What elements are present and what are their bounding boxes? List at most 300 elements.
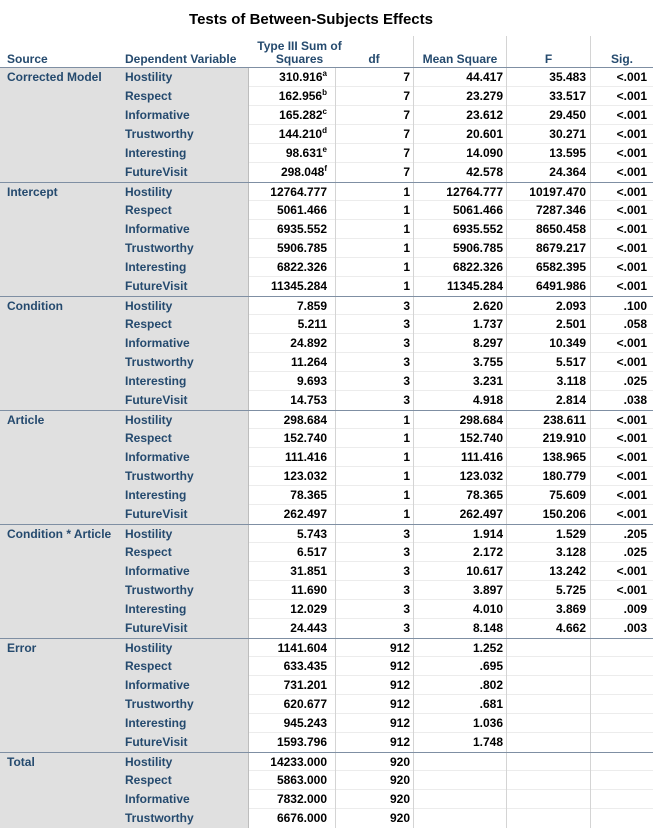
sum-of-squares-cell bbox=[249, 68, 335, 87]
df-cell: 1 bbox=[335, 505, 413, 524]
sum-of-squares-cell bbox=[249, 695, 335, 714]
sig-cell: <.001 bbox=[590, 411, 653, 430]
f-cell: 3.869 bbox=[506, 600, 590, 619]
sum-of-squares-value: 7832.000 bbox=[276, 792, 327, 806]
dependent-variable-cell: Hostility bbox=[121, 68, 249, 87]
sig-cell: <.001 bbox=[590, 581, 653, 600]
source-cell bbox=[0, 315, 121, 334]
sum-of-squares-value: 945.243 bbox=[283, 716, 327, 730]
sum-of-squares-cell bbox=[249, 753, 335, 772]
sig-cell: .038 bbox=[590, 391, 653, 410]
header-mean-square: Mean Square bbox=[413, 36, 506, 68]
mean-square-cell: 8.148 bbox=[413, 619, 506, 638]
sum-of-squares-value: 731.201 bbox=[283, 678, 327, 692]
sig-cell: <.001 bbox=[590, 144, 653, 163]
header-ss-line2: Squares bbox=[275, 52, 324, 66]
f-cell: 29.450 bbox=[506, 106, 590, 125]
df-cell: 3 bbox=[335, 297, 413, 316]
source-cell bbox=[0, 106, 121, 125]
sig-cell bbox=[590, 771, 653, 790]
sig-cell bbox=[590, 695, 653, 714]
table-row bbox=[0, 771, 653, 790]
table-row bbox=[0, 258, 653, 277]
sum-of-squares-cell bbox=[249, 106, 335, 125]
df-cell: 920 bbox=[335, 809, 413, 828]
source-cell bbox=[0, 790, 121, 809]
source-cell bbox=[0, 125, 121, 144]
df-cell: 920 bbox=[335, 753, 413, 772]
table-row bbox=[0, 619, 653, 638]
mean-square-cell: 111.416 bbox=[413, 448, 506, 467]
mean-square-cell: 23.279 bbox=[413, 87, 506, 106]
sum-of-squares-cell bbox=[249, 525, 335, 544]
mean-square-cell bbox=[413, 809, 506, 828]
dependent-variable-cell: Respect bbox=[121, 201, 249, 220]
sig-cell: .058 bbox=[590, 315, 653, 334]
df-cell: 3 bbox=[335, 525, 413, 544]
dependent-variable-cell: Hostility bbox=[121, 411, 249, 430]
df-cell: 3 bbox=[335, 600, 413, 619]
mean-square-cell: 14.090 bbox=[413, 144, 506, 163]
f-cell: 180.779 bbox=[506, 467, 590, 486]
sum-of-squares-value: 298.048 bbox=[280, 165, 325, 179]
sum-of-squares-value: 12764.777 bbox=[270, 185, 327, 199]
sum-of-squares-value: 298.684 bbox=[283, 413, 327, 427]
df-cell: 3 bbox=[335, 372, 413, 391]
table-row bbox=[0, 429, 653, 448]
table-row bbox=[0, 809, 653, 828]
sig-cell: <.001 bbox=[590, 429, 653, 448]
sum-of-squares-cell bbox=[249, 201, 335, 220]
sig-cell: <.001 bbox=[590, 106, 653, 125]
sig-cell: .100 bbox=[590, 297, 653, 316]
dependent-variable-cell: Informative bbox=[121, 448, 249, 467]
table-row bbox=[0, 581, 653, 600]
sum-of-squares-cell bbox=[249, 448, 335, 467]
sum-of-squares-value: 7.859 bbox=[296, 299, 327, 313]
table-row bbox=[0, 144, 653, 163]
f-cell: 3.128 bbox=[506, 543, 590, 562]
source-cell bbox=[0, 239, 121, 258]
sig-cell: <.001 bbox=[590, 486, 653, 505]
df-cell: 7 bbox=[335, 106, 413, 125]
df-cell: 3 bbox=[335, 391, 413, 410]
df-cell: 7 bbox=[335, 144, 413, 163]
mean-square-cell bbox=[413, 790, 506, 809]
dependent-variable-cell: Respect bbox=[121, 315, 249, 334]
sum-of-squares-cell bbox=[249, 714, 335, 733]
source-cell bbox=[0, 353, 121, 372]
sum-of-squares-value: 9.693 bbox=[296, 374, 327, 388]
sum-of-squares-cell bbox=[249, 372, 335, 391]
sum-of-squares-cell bbox=[249, 771, 335, 790]
dependent-variable-cell: Respect bbox=[121, 87, 249, 106]
dependent-variable-cell: FutureVisit bbox=[121, 163, 249, 182]
table-row bbox=[0, 657, 653, 676]
source-cell bbox=[0, 144, 121, 163]
source-cell bbox=[0, 695, 121, 714]
effects-table bbox=[0, 68, 653, 828]
sig-cell bbox=[590, 639, 653, 658]
table-row bbox=[0, 125, 653, 144]
table-row bbox=[0, 353, 653, 372]
source-cell bbox=[0, 448, 121, 467]
f-cell: 2.501 bbox=[506, 315, 590, 334]
df-cell: 1 bbox=[335, 239, 413, 258]
mean-square-cell: .802 bbox=[413, 676, 506, 695]
f-cell bbox=[506, 790, 590, 809]
source-cell bbox=[0, 429, 121, 448]
mean-square-cell: 20.601 bbox=[413, 125, 506, 144]
table-row bbox=[0, 106, 653, 125]
mean-square-cell bbox=[413, 771, 506, 790]
table-row bbox=[0, 638, 653, 657]
sum-of-squares-cell bbox=[249, 391, 335, 410]
table-row bbox=[0, 239, 653, 258]
sum-of-squares-value: 1593.796 bbox=[276, 735, 327, 749]
header-f: F bbox=[506, 36, 590, 68]
source-cell bbox=[0, 486, 121, 505]
mean-square-cell: 3.755 bbox=[413, 353, 506, 372]
df-cell: 7 bbox=[335, 87, 413, 106]
sum-of-squares-cell bbox=[249, 809, 335, 828]
df-cell: 1 bbox=[335, 201, 413, 220]
f-cell: 35.483 bbox=[506, 68, 590, 87]
sum-of-squares-value: 12.029 bbox=[290, 602, 327, 616]
sum-of-squares-value: 78.365 bbox=[290, 488, 327, 502]
f-cell: 8679.217 bbox=[506, 239, 590, 258]
dependent-variable-cell: FutureVisit bbox=[121, 619, 249, 638]
source-cell bbox=[0, 657, 121, 676]
mean-square-cell: 1.737 bbox=[413, 315, 506, 334]
source-cell bbox=[0, 733, 121, 752]
df-cell: 912 bbox=[335, 657, 413, 676]
sum-of-squares-value: 6676.000 bbox=[276, 811, 327, 825]
mean-square-cell: .681 bbox=[413, 695, 506, 714]
df-cell: 3 bbox=[335, 581, 413, 600]
source-cell: Condition * Article bbox=[0, 525, 121, 544]
sum-of-squares-cell bbox=[249, 125, 335, 144]
mean-square-cell: 262.497 bbox=[413, 505, 506, 524]
f-cell: 5.725 bbox=[506, 581, 590, 600]
dependent-variable-cell: Informative bbox=[121, 220, 249, 239]
sig-cell: <.001 bbox=[590, 277, 653, 296]
f-cell: 75.609 bbox=[506, 486, 590, 505]
dependent-variable-cell: FutureVisit bbox=[121, 391, 249, 410]
sum-of-squares-cell bbox=[249, 639, 335, 658]
sum-of-squares-value: 5061.466 bbox=[276, 203, 327, 217]
f-cell: 10197.470 bbox=[506, 183, 590, 202]
f-cell: 33.517 bbox=[506, 87, 590, 106]
header-df: df bbox=[368, 52, 380, 66]
sum-of-squares-cell bbox=[249, 277, 335, 296]
dependent-variable-cell: Informative bbox=[121, 790, 249, 809]
sig-cell: <.001 bbox=[590, 125, 653, 144]
dependent-variable-cell: Hostility bbox=[121, 297, 249, 316]
dependent-variable-cell: Interesting bbox=[121, 486, 249, 505]
sig-cell bbox=[590, 753, 653, 772]
mean-square-cell: 1.252 bbox=[413, 639, 506, 658]
table-row bbox=[0, 467, 653, 486]
sum-of-squares-value: 5863.000 bbox=[276, 773, 327, 787]
sum-of-squares-value: 262.497 bbox=[283, 507, 327, 521]
sum-of-squares-cell bbox=[249, 505, 335, 524]
f-cell: 6582.395 bbox=[506, 258, 590, 277]
source-cell bbox=[0, 163, 121, 182]
sig-cell: <.001 bbox=[590, 68, 653, 87]
sig-cell bbox=[590, 733, 653, 752]
sum-of-squares-cell bbox=[249, 87, 335, 106]
sum-of-squares-value: 633.435 bbox=[283, 659, 327, 673]
mean-square-cell: .695 bbox=[413, 657, 506, 676]
f-cell: 8650.458 bbox=[506, 220, 590, 239]
sum-of-squares-cell bbox=[249, 144, 335, 163]
footnote-marker: c bbox=[322, 107, 327, 116]
dependent-variable-cell: Trustworthy bbox=[121, 239, 249, 258]
source-cell bbox=[0, 372, 121, 391]
source-cell bbox=[0, 505, 121, 524]
df-cell: 920 bbox=[335, 790, 413, 809]
dependent-variable-cell: Trustworthy bbox=[121, 695, 249, 714]
footnote-marker: d bbox=[322, 126, 327, 135]
table-row bbox=[0, 220, 653, 239]
header-source: Source bbox=[7, 52, 48, 66]
table-row bbox=[0, 163, 653, 182]
table-row bbox=[0, 277, 653, 296]
source-cell bbox=[0, 600, 121, 619]
source-cell: Error bbox=[0, 639, 121, 658]
table-row bbox=[0, 448, 653, 467]
sum-of-squares-cell bbox=[249, 676, 335, 695]
dependent-variable-cell: Informative bbox=[121, 562, 249, 581]
f-cell bbox=[506, 771, 590, 790]
sum-of-squares-cell bbox=[249, 334, 335, 353]
df-cell: 912 bbox=[335, 639, 413, 658]
source-cell bbox=[0, 562, 121, 581]
df-cell: 912 bbox=[335, 733, 413, 752]
sig-cell bbox=[590, 714, 653, 733]
f-cell: 2.093 bbox=[506, 297, 590, 316]
source-cell: Corrected Model bbox=[0, 68, 121, 87]
sum-of-squares-value: 6935.552 bbox=[276, 222, 327, 236]
dependent-variable-cell: Interesting bbox=[121, 258, 249, 277]
dependent-variable-cell: Hostility bbox=[121, 639, 249, 658]
sum-of-squares-value: 5906.785 bbox=[276, 241, 327, 255]
f-cell bbox=[506, 753, 590, 772]
df-cell: 3 bbox=[335, 334, 413, 353]
source-cell: Article bbox=[0, 411, 121, 430]
dependent-variable-cell: Interesting bbox=[121, 144, 249, 163]
sum-of-squares-value: 14.753 bbox=[290, 393, 327, 407]
dependent-variable-cell: FutureVisit bbox=[121, 505, 249, 524]
source-cell bbox=[0, 87, 121, 106]
footnote-marker: f bbox=[324, 164, 327, 173]
source-cell bbox=[0, 581, 121, 600]
source-cell bbox=[0, 676, 121, 695]
sum-of-squares-cell bbox=[249, 562, 335, 581]
dependent-variable-cell: Respect bbox=[121, 657, 249, 676]
sum-of-squares-cell bbox=[249, 733, 335, 752]
sum-of-squares-value: 11.690 bbox=[290, 583, 327, 597]
sum-of-squares-cell bbox=[249, 258, 335, 277]
df-cell: 3 bbox=[335, 543, 413, 562]
mean-square-cell bbox=[413, 753, 506, 772]
sum-of-squares-cell bbox=[249, 467, 335, 486]
sig-cell: <.001 bbox=[590, 183, 653, 202]
mean-square-cell: 11345.284 bbox=[413, 277, 506, 296]
df-cell: 7 bbox=[335, 125, 413, 144]
source-cell: Total bbox=[0, 753, 121, 772]
dependent-variable-cell: Hostility bbox=[121, 183, 249, 202]
source-cell bbox=[0, 467, 121, 486]
dependent-variable-cell: Interesting bbox=[121, 714, 249, 733]
footnote-marker: b bbox=[322, 88, 327, 97]
df-cell: 1 bbox=[335, 277, 413, 296]
mean-square-cell: 3.231 bbox=[413, 372, 506, 391]
dependent-variable-cell: Informative bbox=[121, 334, 249, 353]
f-cell bbox=[506, 695, 590, 714]
f-cell: 30.271 bbox=[506, 125, 590, 144]
f-cell: 10.349 bbox=[506, 334, 590, 353]
mean-square-cell: 6822.326 bbox=[413, 258, 506, 277]
table-row bbox=[0, 201, 653, 220]
mean-square-cell: 152.740 bbox=[413, 429, 506, 448]
mean-square-cell: 42.578 bbox=[413, 163, 506, 182]
sig-cell bbox=[590, 676, 653, 695]
header-sig: Sig. bbox=[590, 36, 653, 68]
sig-cell: <.001 bbox=[590, 334, 653, 353]
source-cell bbox=[0, 201, 121, 220]
sum-of-squares-value: 144.210 bbox=[278, 127, 323, 141]
df-cell: 1 bbox=[335, 448, 413, 467]
source-cell bbox=[0, 619, 121, 638]
table-row bbox=[0, 68, 653, 87]
source-cell bbox=[0, 258, 121, 277]
table-row bbox=[0, 714, 653, 733]
sig-cell bbox=[590, 790, 653, 809]
sum-of-squares-cell bbox=[249, 183, 335, 202]
mean-square-cell: 6935.552 bbox=[413, 220, 506, 239]
sum-of-squares-value: 152.740 bbox=[283, 431, 327, 445]
sum-of-squares-value: 165.282 bbox=[279, 108, 323, 122]
mean-square-cell: 1.748 bbox=[413, 733, 506, 752]
df-cell: 1 bbox=[335, 258, 413, 277]
header-dependent-variable: Dependent Variable bbox=[125, 52, 237, 66]
sum-of-squares-value: 310.916 bbox=[279, 70, 323, 84]
sig-cell: <.001 bbox=[590, 163, 653, 182]
sum-of-squares-value: 14233.000 bbox=[270, 755, 327, 769]
source-cell bbox=[0, 391, 121, 410]
dependent-variable-cell: Informative bbox=[121, 676, 249, 695]
source-cell bbox=[0, 543, 121, 562]
mean-square-cell: 3.897 bbox=[413, 581, 506, 600]
f-cell: 24.364 bbox=[506, 163, 590, 182]
df-cell: 1 bbox=[335, 467, 413, 486]
sig-cell: <.001 bbox=[590, 239, 653, 258]
mean-square-cell: 2.172 bbox=[413, 543, 506, 562]
sum-of-squares-value: 24.892 bbox=[290, 336, 327, 350]
sum-of-squares-value: 5.743 bbox=[296, 527, 327, 541]
sig-cell: <.001 bbox=[590, 505, 653, 524]
table-row bbox=[0, 676, 653, 695]
dependent-variable-cell: Respect bbox=[121, 543, 249, 562]
header-ss-line1: Type III Sum of bbox=[257, 39, 342, 53]
table-row bbox=[0, 372, 653, 391]
sig-cell: <.001 bbox=[590, 562, 653, 581]
mean-square-cell: 298.684 bbox=[413, 411, 506, 430]
f-cell bbox=[506, 809, 590, 828]
f-cell: 219.910 bbox=[506, 429, 590, 448]
f-cell bbox=[506, 657, 590, 676]
df-cell: 3 bbox=[335, 315, 413, 334]
table-row bbox=[0, 296, 653, 315]
sum-of-squares-value: 31.851 bbox=[290, 564, 327, 578]
table-row bbox=[0, 334, 653, 353]
source-cell bbox=[0, 277, 121, 296]
f-cell: 3.118 bbox=[506, 372, 590, 391]
dependent-variable-cell: Respect bbox=[121, 771, 249, 790]
sig-cell: .025 bbox=[590, 372, 653, 391]
dependent-variable-cell: Trustworthy bbox=[121, 125, 249, 144]
sum-of-squares-cell bbox=[249, 429, 335, 448]
sig-cell: .009 bbox=[590, 600, 653, 619]
table-title: Tests of Between-Subjects Effects bbox=[189, 11, 433, 28]
sum-of-squares-value: 620.677 bbox=[283, 697, 327, 711]
table-row bbox=[0, 562, 653, 581]
sum-of-squares-cell bbox=[249, 790, 335, 809]
sum-of-squares-cell bbox=[249, 486, 335, 505]
table-row bbox=[0, 543, 653, 562]
sum-of-squares-cell bbox=[249, 619, 335, 638]
sum-of-squares-cell bbox=[249, 581, 335, 600]
table-row bbox=[0, 524, 653, 543]
table-row bbox=[0, 790, 653, 809]
dependent-variable-cell: Respect bbox=[121, 429, 249, 448]
df-cell: 912 bbox=[335, 714, 413, 733]
sum-of-squares-cell bbox=[249, 315, 335, 334]
sum-of-squares-value: 11.264 bbox=[290, 355, 327, 369]
sig-cell bbox=[590, 657, 653, 676]
sum-of-squares-cell bbox=[249, 220, 335, 239]
source-cell bbox=[0, 714, 121, 733]
table-row bbox=[0, 182, 653, 201]
f-cell bbox=[506, 676, 590, 695]
sig-cell: .025 bbox=[590, 543, 653, 562]
df-cell: 3 bbox=[335, 353, 413, 372]
sum-of-squares-value: 1141.604 bbox=[277, 641, 327, 655]
mean-square-cell: 8.297 bbox=[413, 334, 506, 353]
source-cell bbox=[0, 220, 121, 239]
mean-square-cell: 1.036 bbox=[413, 714, 506, 733]
f-cell bbox=[506, 733, 590, 752]
f-cell: 7287.346 bbox=[506, 201, 590, 220]
dependent-variable-cell: Hostility bbox=[121, 753, 249, 772]
f-cell: 4.662 bbox=[506, 619, 590, 638]
df-cell: 1 bbox=[335, 429, 413, 448]
dependent-variable-cell: Trustworthy bbox=[121, 809, 249, 828]
mean-square-cell: 2.620 bbox=[413, 297, 506, 316]
dependent-variable-cell: Hostility bbox=[121, 525, 249, 544]
table-row bbox=[0, 315, 653, 334]
df-cell: 1 bbox=[335, 486, 413, 505]
sum-of-squares-cell bbox=[249, 163, 335, 182]
f-cell: 150.206 bbox=[506, 505, 590, 524]
mean-square-cell: 123.032 bbox=[413, 467, 506, 486]
source-cell bbox=[0, 334, 121, 353]
footnote-marker: e bbox=[322, 145, 327, 154]
sum-of-squares-value: 162.956 bbox=[278, 89, 323, 103]
table-row bbox=[0, 733, 653, 752]
